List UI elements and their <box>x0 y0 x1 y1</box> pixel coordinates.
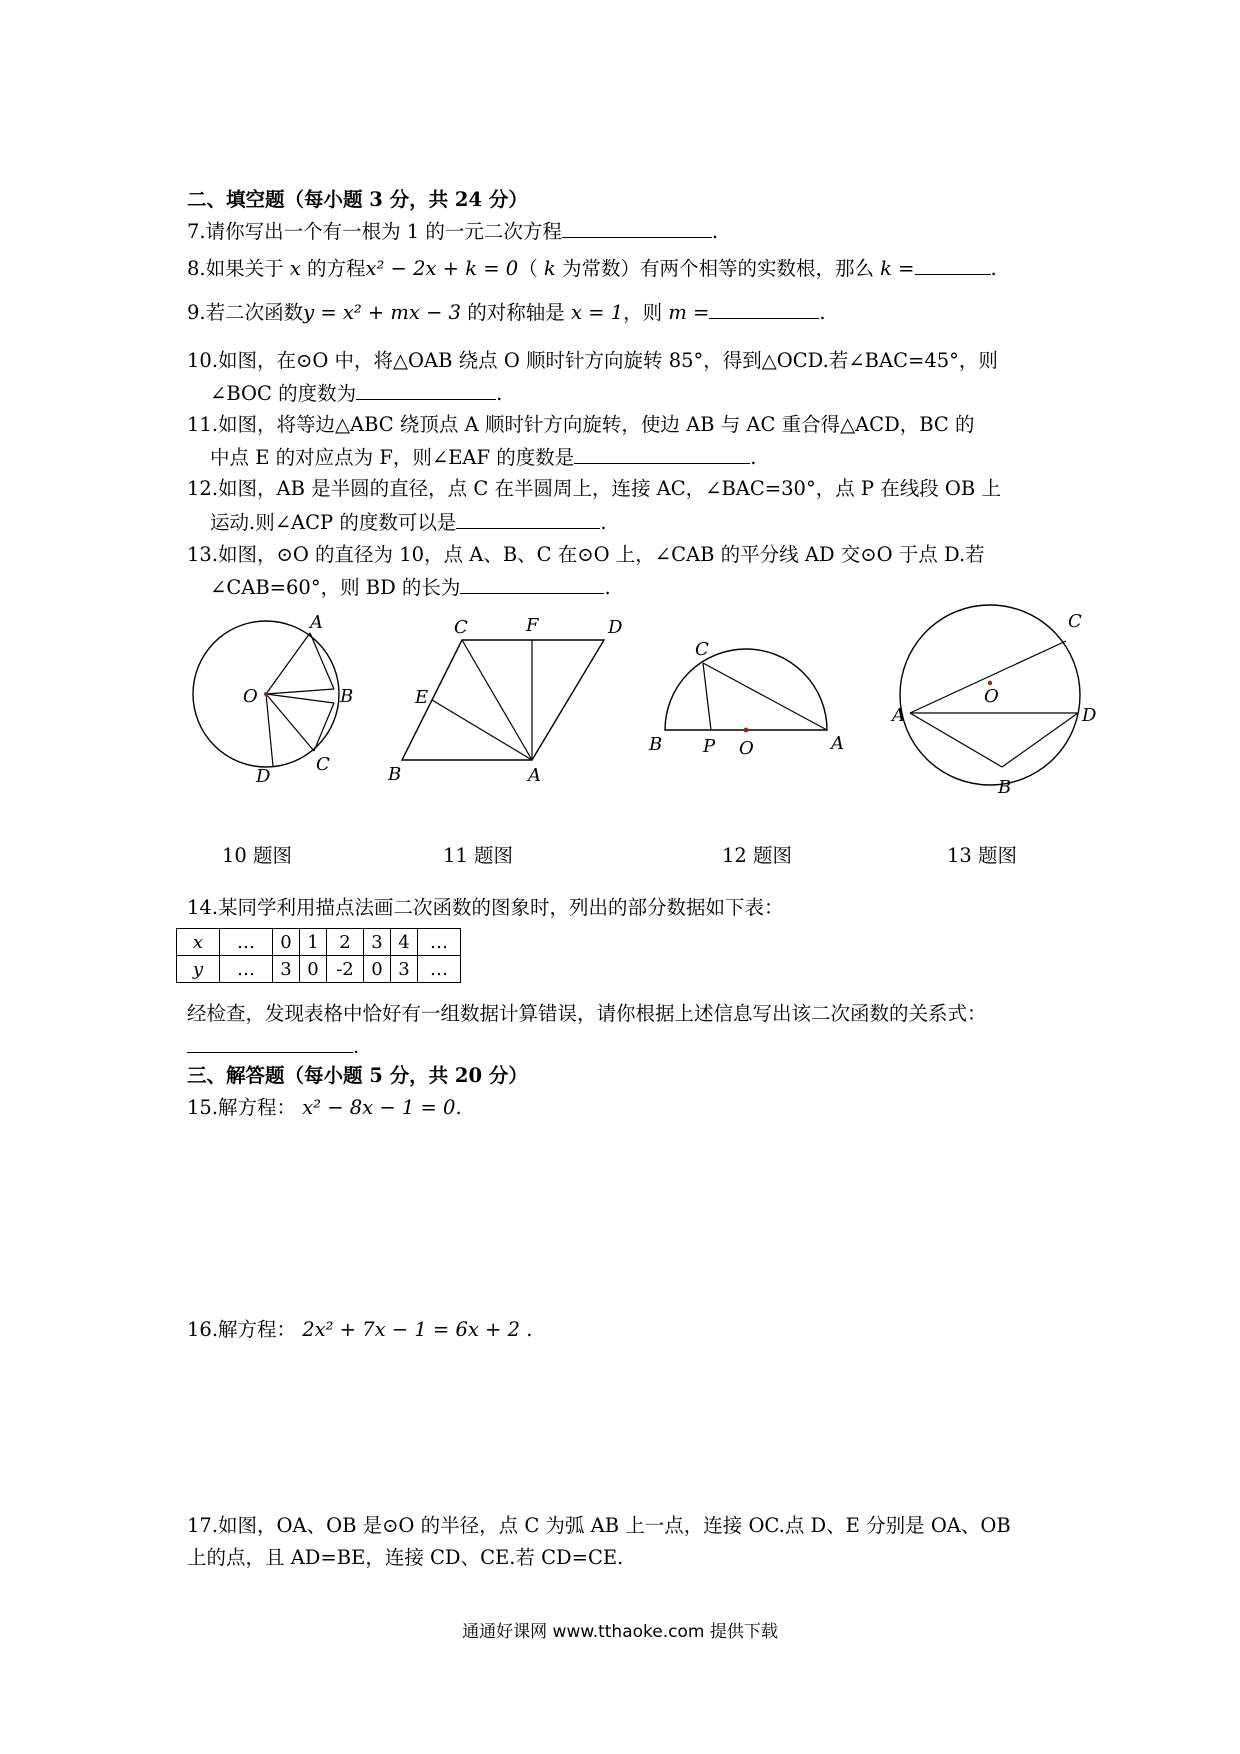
caption-11: 11 题图 <box>443 844 514 867</box>
var-x: x <box>289 257 301 280</box>
question-10-text: ∠BOC 的度数为 <box>210 382 357 405</box>
question-10-line-1: 10.如图，在⊙O 中，将△OAB 绕点 O 顺时针方向旋转 85°，得到△OCD.若∠BAC=45°，则 <box>187 349 998 372</box>
fig13-label-b: B <box>998 777 1012 798</box>
table-header-x: x <box>177 929 220 956</box>
figure-12 <box>645 630 865 765</box>
var-m-equals: m = <box>668 301 710 324</box>
question-14-answer <box>187 1036 359 1057</box>
answer-blank-12[interactable] <box>456 512 600 529</box>
question-9-text-b: 的对称轴是 <box>467 301 565 324</box>
question-9 <box>187 302 826 323</box>
fig10-label-o: O <box>243 686 258 707</box>
period: . <box>526 1318 533 1341</box>
fig11-label-e: E <box>415 687 429 708</box>
fig12-label-p: P <box>703 736 716 757</box>
period: . <box>353 1035 360 1058</box>
table-cell: 2 <box>327 929 364 956</box>
question-16-text: 16.解方程： <box>187 1318 297 1341</box>
table-cell: 3 <box>391 956 418 983</box>
answer-blank-8[interactable] <box>915 258 991 275</box>
table-row-x <box>177 929 461 956</box>
question-17-line-1: 17.如图，OA、OB 是⊙O 的半径，点 C 为弧 AB 上一点，连接 OC.点 D、E 分别是 OA、OB <box>187 1514 1011 1537</box>
equation-16: 2x² + 7x − 1 = 6x + 2 <box>302 1318 521 1341</box>
question-16 <box>187 1320 532 1340</box>
question-14-check: 经检查，发现表格中恰好有一组数据计算错误，请你根据上述信息写出该二次函数的关系式： <box>187 1002 987 1025</box>
question-12-text: 运动.则∠ACP 的度数可以是 <box>210 511 457 534</box>
fig10-label-b: B <box>340 686 354 707</box>
question-9-text-c: ，则 <box>623 301 663 324</box>
table-cell: … <box>418 929 461 956</box>
fig13-label-o: O <box>984 686 999 707</box>
period: . <box>455 1096 462 1119</box>
caption-10: 10 题图 <box>222 844 293 867</box>
figure-10 <box>190 610 360 790</box>
answer-blank-7[interactable] <box>562 221 712 238</box>
table-row-y <box>177 956 461 983</box>
caption-13: 13 题图 <box>947 844 1018 867</box>
question-12-line-1: 12.如图，AB 是半圆的直径，点 C 在半圆周上，连接 AC，∠BAC=30°，点 P 在线段 OB 上 <box>187 477 1001 500</box>
table-cell: 4 <box>391 929 418 956</box>
fig13-label-d: D <box>1082 705 1097 726</box>
period: . <box>600 511 607 534</box>
section-3-heading: 三、解答题（每小题 5 分，共 20 分） <box>187 1064 528 1087</box>
section-2-heading: 二、填空题（每小题 3 分，共 24 分） <box>187 188 528 211</box>
caption-12: 12 题图 <box>722 844 793 867</box>
period: . <box>604 576 611 599</box>
table-cell: 3 <box>364 929 391 956</box>
period: . <box>819 301 826 324</box>
question-14-text: 14.某同学利用描点法画二次函数的图象时，列出的部分数据如下表： <box>187 896 784 919</box>
question-13-text: ∠CAB=60°，则 BD 的长为 <box>210 576 461 599</box>
table-cell: 0 <box>273 929 300 956</box>
fig13-label-a: A <box>892 705 905 726</box>
answer-blank-9[interactable] <box>709 302 819 319</box>
question-9-text-a: 9.若二次函数 <box>187 301 304 324</box>
fig12-label-o: O <box>739 738 754 759</box>
table-cell: 0 <box>364 956 391 983</box>
fig11-label-b: B <box>388 764 402 785</box>
table-cell: … <box>220 929 273 956</box>
table-cell: -2 <box>327 956 364 983</box>
question-11-line-2 <box>210 447 756 468</box>
fig13-label-c: C <box>1068 611 1082 632</box>
table-cell: … <box>418 956 461 983</box>
axis-equation: x = 1 <box>570 301 624 324</box>
question-13-line-2 <box>210 577 611 598</box>
question-11-text: 中点 E 的对应点为 F，则∠EAF 的度数是 <box>210 446 575 469</box>
fig10-label-c: C <box>316 754 330 775</box>
period: . <box>750 446 757 469</box>
table-header-y: y <box>177 956 220 983</box>
fig11-label-d: D <box>608 617 623 638</box>
fig12-label-b: B <box>649 734 663 755</box>
fig11-label-c: C <box>454 617 468 638</box>
answer-blank-10[interactable] <box>356 383 496 400</box>
var-k: k <box>543 257 556 280</box>
table-cell: 3 <box>273 956 300 983</box>
fig12-label-c: C <box>695 639 709 660</box>
question-8-text-d: 为常数）有两个相等的实数根，那么 <box>561 257 874 280</box>
figure-13 <box>880 595 1110 805</box>
question-11-line-1: 11.如图，将等边△ABC 绕顶点 A 顺时针方向旋转，使边 AB 与 AC 重合得△ACD，BC 的 <box>187 413 975 436</box>
equation-9: y = x² + mx − 3 <box>303 301 462 324</box>
table-cell: … <box>220 956 273 983</box>
answer-blank-14[interactable] <box>187 1036 353 1053</box>
fig11-label-f: F <box>526 615 539 636</box>
fig12-label-a: A <box>831 733 844 754</box>
question-15-text: 15.解方程： <box>187 1096 297 1119</box>
equation-8: x² − 2x + k = 0 <box>365 257 519 280</box>
question-8-text-a: 8.如果关于 <box>187 257 284 280</box>
answer-blank-11[interactable] <box>574 447 750 464</box>
footer-credit: 通通好课网 www.tthaoke.com 提供下载 <box>462 1622 778 1642</box>
fig10-label-d: D <box>256 766 271 787</box>
question-13-line-1: 13.如图，⊙O 的直径为 10，点 A、B、C 在⊙O 上，∠CAB 的平分线 AD 交⊙O 于点 D.若 <box>187 543 985 566</box>
figure-11 <box>380 615 630 790</box>
period: . <box>496 382 503 405</box>
question-7-text: 7.请你写出一个有一根为 1 的一元二次方程 <box>187 220 562 243</box>
question-8-text-c: （ <box>518 257 538 280</box>
var-k-equals: k = <box>880 257 915 280</box>
equation-15: x² − 8x − 1 = 0 <box>302 1096 456 1119</box>
data-table <box>176 928 461 983</box>
fig11-label-a: A <box>528 765 541 786</box>
question-8 <box>187 258 997 279</box>
question-17-line-2: 上的点，且 AD=BE，连接 CD、CE.若 CD=CE. <box>187 1546 624 1569</box>
period: . <box>990 257 997 280</box>
table-cell: 0 <box>300 956 327 983</box>
question-7 <box>187 221 718 242</box>
question-12-line-2 <box>210 512 607 533</box>
question-10-line-2 <box>210 383 502 404</box>
question-15 <box>187 1098 462 1118</box>
question-8-text-b: 的方程 <box>307 257 366 280</box>
fig10-label-a: A <box>310 612 323 633</box>
answer-blank-13[interactable] <box>460 577 604 594</box>
period: . <box>711 220 719 243</box>
table-cell: 1 <box>300 929 327 956</box>
